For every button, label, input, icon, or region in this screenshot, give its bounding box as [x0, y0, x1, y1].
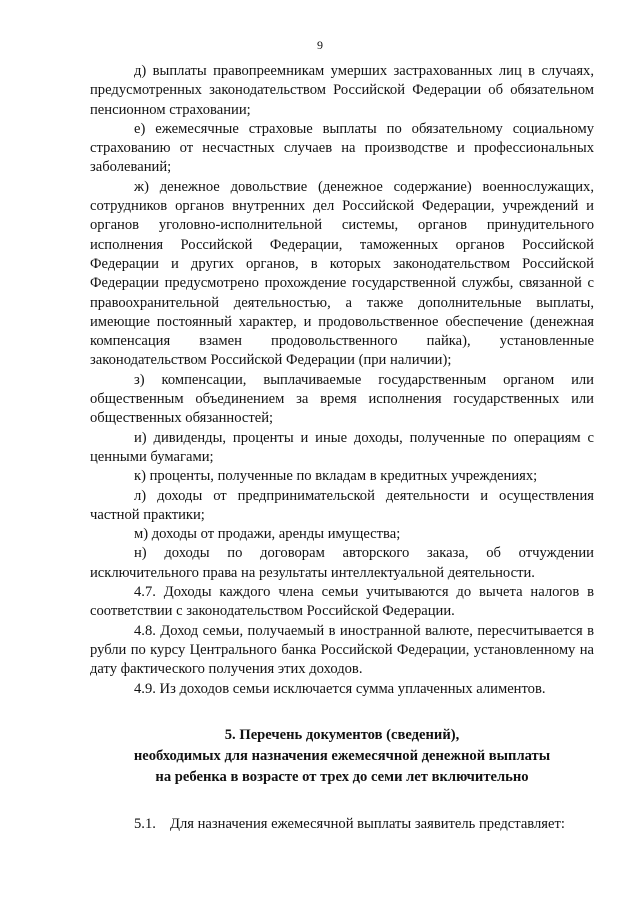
paragraph-e: е) ежемесячные страховые выплаты по обязательному социальному страхованию от несчастных случаев на производстве и профессиональных заболеваний;: [90, 120, 594, 176]
paragraph-i: и) дивиденды, проценты и иные доходы, полученные по операциям с ценными бумагами;: [90, 429, 594, 465]
page-number: 9: [317, 38, 323, 52]
paragraph-zh: ж) денежное довольствие (денежное содержание) военнослужащих, сотрудников органов внутренних дел Российской Федерации, учреждений и органов уголовно-исполнительной системы, органов принудительного исполнения Российской Федерации, таможенных органов Российской Федерации и других органов, в которых законодательством Российской Федерации предусмотрено прохождение государственной службы, связанной с правоохранительной деятельностью, а также дополнительные выплаты, имеющие постоянный характер, и продовольственное обеспечение (денежная компенсация взамен продовольственного пайка), установленные законодательством Российской Федерации (при наличии);: [90, 178, 594, 369]
paragraph-4-9: 4.9. Из доходов семьи исключается сумма уплаченных алиментов.: [134, 680, 546, 697]
paragraph-n: н) доходы по договорам авторского заказа, об отчуждении исключительного права на результаты интеллектуальной деятельности.: [90, 545, 594, 581]
section-heading-line-1: 5. Перечень документов (сведений),: [224, 726, 460, 743]
paragraph-l: л) доходы от предпринимательской деятельности и осуществления частной практики;: [90, 487, 594, 523]
section-heading-line-3: на ребенка в возрасте от трех до семи лет включительно: [155, 768, 529, 785]
paragraph-4-7: 4.7. Доходы каждого члена семьи учитываются до вычета налогов в соответствии с законодательством Российской Федерации.: [90, 584, 594, 620]
document-body: [90, 62, 594, 834]
paragraph-5-1: [90, 815, 594, 834]
paragraph-5-1-text: Для назначения ежемесячной выплаты заявитель представляет:: [170, 815, 565, 832]
paragraph-k: к) проценты, полученные по вкладам в кредитных учреждениях;: [134, 468, 538, 485]
paragraph-4-8: 4.8. Доход семьи, получаемый в иностранной валюте, пересчитывается в рубли по курсу Центрального банка Российской Федерации, установленному на дату фактического получения этих доходов.: [90, 622, 594, 678]
section-heading: [90, 725, 594, 788]
paragraph-d: д) выплаты правопреемникам умерших застрахованных лиц в случаях, предусмотренных законодательством Российской Федерации об обязательном пенсионном страховании;: [90, 63, 594, 118]
paragraph-m: м) доходы от продажи, аренды имущества;: [134, 526, 401, 543]
section-heading-line-2: необходимых для назначения ежемесячной денежной выплаты: [133, 747, 551, 764]
paragraph-z: з) компенсации, выплачиваемые государственным органом или общественным объединением за время исполнения государственных или общественных обязанностей;: [90, 371, 594, 427]
paragraph-5-1-number: 5.1.: [134, 815, 156, 832]
